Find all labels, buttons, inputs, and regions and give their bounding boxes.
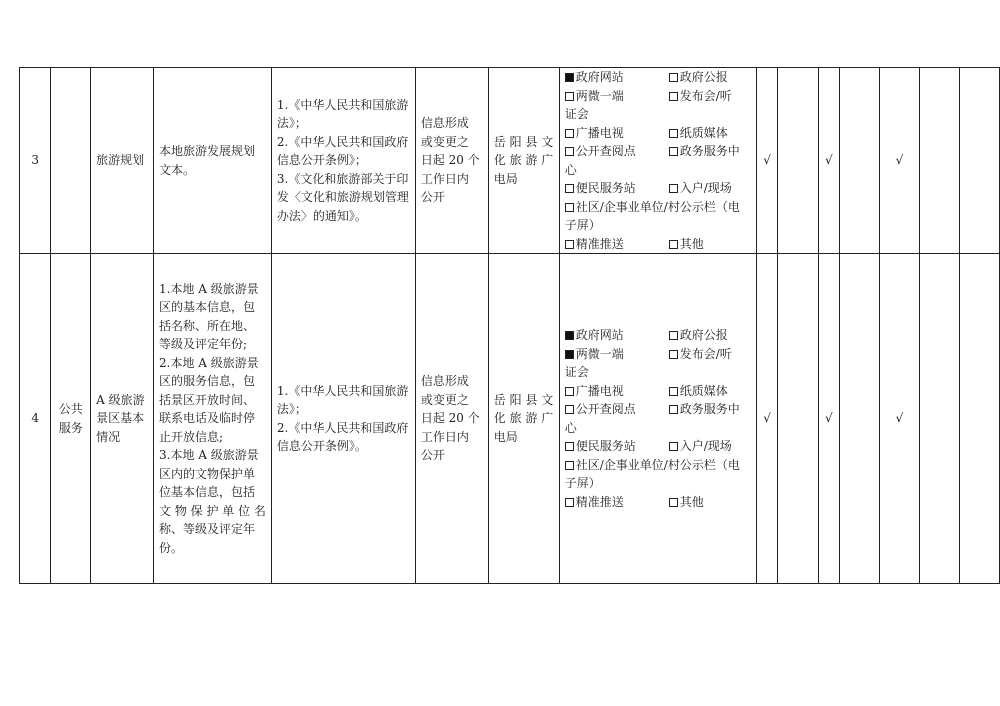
time-limit-line: 公开: [420, 448, 445, 463]
channel-label: 政务服务中: [679, 402, 740, 416]
channel-label: 子屏）: [564, 218, 601, 232]
category-line: 服务: [58, 420, 83, 435]
basis-line: 法》；: [276, 402, 307, 416]
row-number: 4: [20, 254, 51, 584]
content-cell: [154, 254, 272, 584]
content-line: 区内的文物保护单: [159, 466, 256, 481]
checkbox-other[interactable]: [669, 240, 678, 249]
channel-label: 其他: [679, 494, 704, 509]
checkbox-door[interactable]: [669, 442, 678, 451]
checkbox-board[interactable]: [565, 461, 574, 470]
checkbox-two-micro[interactable]: [565, 92, 574, 101]
channel-label: 社区/企事业单位/村公示栏（电: [575, 457, 740, 472]
channel-label: 心: [564, 420, 577, 435]
subject-cell: [488, 254, 559, 584]
channel-label: 精准推送: [575, 494, 624, 509]
subject-line: 化 旅 游 广: [493, 411, 554, 426]
channel-list: [565, 326, 751, 511]
checkbox-press[interactable]: [669, 350, 678, 359]
channel-label: 政府公报: [679, 70, 728, 84]
content-line: 本地旅游发展规划: [159, 144, 256, 158]
checkbox-reading[interactable]: [565, 147, 574, 156]
mark-cell: [919, 68, 959, 254]
basis-line: 2.《中华人民共和国政府: [276, 420, 409, 435]
table-row: [20, 254, 1000, 584]
channel-label: 便民服务站: [575, 181, 636, 195]
basis-line: 1.《中华人民共和国旅游: [276, 97, 409, 112]
item-line: 景区基本: [96, 411, 145, 426]
channels-cell: [559, 254, 756, 584]
content-line: 2.本地 A 级旅游景: [159, 355, 259, 370]
checkbox-push[interactable]: [565, 240, 574, 249]
content-line: 括名称、所在地、: [159, 318, 256, 333]
channel-label: 发布会/听: [679, 346, 732, 361]
channel-label: 发布会/听: [679, 88, 732, 103]
mark-cell: √: [880, 68, 919, 254]
checkbox-door[interactable]: [669, 184, 678, 193]
content-line: 等级及评定年份;: [159, 337, 248, 352]
mark-cell: [840, 254, 880, 584]
category-line: 公共: [58, 402, 83, 416]
checkbox-gov-site[interactable]: [565, 73, 574, 82]
content-line: 文 物 保 护 单 位 名: [159, 503, 266, 518]
mark-cell: [840, 68, 880, 254]
checkbox-reading[interactable]: [565, 405, 574, 414]
time-limit-line: 公开: [420, 190, 445, 205]
blank-cell: [959, 68, 999, 254]
content-line: 3.本地 A 级旅游景: [159, 448, 259, 463]
content-line: 括景区开放时间、: [159, 392, 256, 407]
channel-label: 政务服务中: [679, 144, 740, 158]
content-line: 份。: [159, 540, 184, 555]
checkbox-service-center[interactable]: [669, 405, 678, 414]
subject-line: 岳 阳 县 文: [493, 134, 554, 149]
mark-cell: [778, 254, 818, 584]
checkbox-board[interactable]: [565, 203, 574, 212]
subject-line: 化 旅 游 广: [493, 153, 554, 168]
mark-cell: √: [818, 68, 840, 254]
category-cell: [51, 68, 91, 254]
channel-label: 政府网站: [575, 328, 624, 342]
checkbox-push[interactable]: [565, 498, 574, 507]
time-limit-line: 信息形成: [420, 374, 469, 389]
channel-label: 心: [564, 162, 577, 177]
time-limit-line: 信息形成: [420, 116, 469, 131]
checkbox-convenience[interactable]: [565, 184, 574, 193]
time-limit-line: 日起 20 个: [420, 153, 480, 168]
content-line: 区的服务信息，包: [159, 374, 256, 389]
channel-label: 子屏）: [564, 476, 601, 490]
content-line: 文本。: [159, 162, 196, 177]
channel-label: 入户/现场: [679, 181, 732, 195]
basis-cell: [271, 68, 415, 254]
checkbox-paper[interactable]: [669, 387, 678, 396]
mark-cell: √: [880, 254, 919, 584]
time-limit-line: 或变更之: [420, 134, 469, 149]
content-cell: [154, 68, 272, 254]
subject-line: 电局: [493, 171, 518, 186]
channel-label: 两微一端: [575, 88, 624, 103]
row-number: 3: [20, 68, 51, 254]
time-limit-line: 工作日内: [420, 171, 469, 186]
basis-line: 信息公开条例》；: [276, 153, 367, 168]
basis-line: 3.《文化和旅游部关于印: [276, 171, 409, 186]
checkbox-two-micro[interactable]: [565, 350, 574, 359]
category-cell: [51, 254, 91, 584]
checkbox-gov-site[interactable]: [565, 331, 574, 340]
channel-label: 证会: [564, 365, 589, 379]
content-line: 止开放信息;: [159, 429, 224, 444]
content-line: 联系电话及临时停: [159, 411, 256, 426]
time-limit-line: 或变更之: [420, 392, 469, 407]
basis-line: 发〈文化和旅游规划管理: [276, 190, 409, 205]
channel-label: 纸质媒体: [679, 383, 728, 398]
content-line: 称、等级及评定年: [159, 522, 256, 537]
subject-cell: [488, 68, 559, 254]
mark-cell: √: [756, 68, 778, 254]
basis-line: 2.《中华人民共和国政府: [276, 134, 409, 149]
item-line: 情况: [96, 429, 121, 444]
checkbox-convenience[interactable]: [565, 442, 574, 451]
checkbox-gov-gazette[interactable]: [669, 73, 678, 82]
basis-cell: [271, 254, 415, 584]
table-row: [20, 68, 1000, 254]
checkbox-broadcast[interactable]: [565, 387, 574, 396]
content-line: 区的基本信息，包: [159, 300, 256, 315]
disclosure-table: [19, 67, 1000, 584]
time-limit-line: 工作日内: [420, 429, 469, 444]
channel-label: 其他: [679, 236, 704, 251]
channel-label: 纸质媒体: [679, 125, 728, 140]
channel-list: [565, 68, 751, 253]
channel-label: 政府网站: [575, 70, 624, 84]
basis-line: 法》；: [276, 116, 307, 131]
basis-line: 信息公开条例》。: [276, 439, 367, 453]
channel-label: 入户/现场: [679, 439, 732, 453]
channel-label: 证会: [564, 107, 589, 121]
checkbox-service-center[interactable]: [669, 147, 678, 156]
subject-line: 岳 阳 县 文: [493, 392, 554, 407]
item-cell: [91, 254, 154, 584]
content-line: 1.本地 A 级旅游景: [159, 281, 259, 296]
checkbox-broadcast[interactable]: [565, 129, 574, 138]
channel-label: 便民服务站: [575, 439, 636, 453]
basis-line: 1.《中华人民共和国旅游: [276, 383, 409, 398]
channel-label: 广播电视: [575, 383, 624, 398]
mark-cell: [778, 68, 818, 254]
channel-label: 两微一端: [575, 346, 624, 361]
basis-line: 办法〉的通知》。: [276, 208, 367, 223]
checkbox-press[interactable]: [669, 92, 678, 101]
time-limit-cell: [415, 254, 488, 584]
checkbox-gov-gazette[interactable]: [669, 331, 678, 340]
mark-cell: √: [818, 254, 840, 584]
time-limit-line: 日起 20 个: [420, 411, 480, 426]
checkbox-paper[interactable]: [669, 129, 678, 138]
item-line: A 级旅游: [96, 392, 145, 407]
channel-label: 社区/企事业单位/村公示栏（电: [575, 199, 740, 214]
content-line: 位基本信息，包括: [159, 485, 256, 500]
mark-cell: √: [756, 254, 778, 584]
channels-cell: [559, 68, 756, 254]
channel-label: 公开查阅点: [575, 144, 636, 158]
channel-label: 广播电视: [575, 125, 624, 140]
item-cell: 旅游规划: [91, 68, 154, 254]
channel-label: 精准推送: [575, 236, 624, 251]
checkbox-other[interactable]: [669, 498, 678, 507]
channel-label: 公开查阅点: [575, 402, 636, 416]
time-limit-cell: [415, 68, 488, 254]
channel-label: 政府公报: [679, 328, 728, 342]
blank-cell: [959, 254, 999, 584]
subject-line: 电局: [493, 429, 518, 444]
mark-cell: [919, 254, 959, 584]
